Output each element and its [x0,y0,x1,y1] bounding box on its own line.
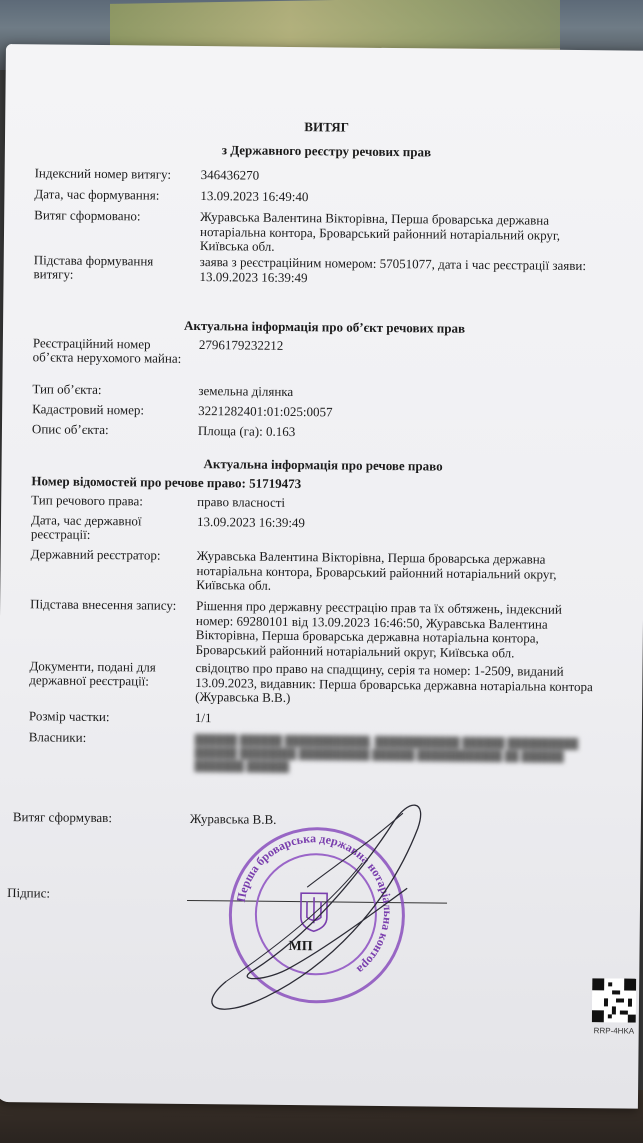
share-size-value: 1/1 [194,710,212,726]
extract-page [0,44,643,1109]
document-title: ВИТЯГ [304,119,350,135]
formed-by-value: Журавська Валентина Вікторівна, Перша броварська державна нотаріальна контора, Броварський районний нотаріальний округ, Київська обл. [199,209,561,254]
stamp-ring-caption: Перша броварська державна нотаріальна контора [233,831,395,977]
document-subtitle: з Державного реєстру речових прав [221,142,432,160]
registrar-label: Державний реєстратор: [30,546,161,563]
entry-basis-label: Підстава внесення запису: [30,596,177,613]
documents-value: свідоцтво про право на спадщину, серія та номер: 1-2509, виданий 13.09.2023, видавник: Перша броварська державна нотаріальна контора (Журавська В.В.) [195,660,593,706]
registration-datetime-label: Дата, час державної реєстрації: [30,512,142,542]
qr-code [592,978,636,1022]
record-number: Номер відомостей про речове право: 51719473 [31,473,302,492]
basis-value: заява з реєстраційним номером: 57051077, дата і час реєстрації заяви: 13.09.2023 16:39:49 [199,254,587,285]
section-right-title: Актуальна інформація про речове право [203,456,443,474]
section-object-title: Актуальна інформація про об’єкт речових прав [184,317,466,336]
registrar-value: Журавська Валентина Вікторівна, Перша броварська державна нотаріальна контора, Броварський районний нотаріальний округ, Київська обл. [196,548,557,593]
formed-datetime-value: 13.09.2023 16:49:40 [200,188,309,205]
entry-basis-value: Рішення про державну реєстрацію прав та їх обтяжень, індексний номер: 69280101 від 13.09.2023 16:46:50, Журавська Валентина Вікторівна, Перша броварська державна нотаріальна контора, Броварський районний нотаріальний округ, Київська обл. [195,598,562,660]
formed-by-footer-label: Витяг сформував: [12,809,113,826]
stamp-mp-label: МП [288,939,313,955]
formed-datetime-label: Дата, час формування: [34,186,160,203]
right-type-value: право власності [197,494,286,510]
formed-by-footer-value: Журавська В.В. [189,810,277,827]
right-type-label: Тип речового права: [31,492,143,509]
handwritten-signature [156,766,459,1039]
object-type-value: земельна ділянка [198,383,294,400]
footer-code: RRP-4HKA [593,1026,635,1036]
object-description-label: Опис об’єкта: [31,421,109,438]
owners-redacted: ██████ ██████ ████████████, ████████████ ██████ ██████████ ██████ ████████ ██████████ ██████ ████████████ ██ ██████ ███████ ██████ [194,735,579,774]
registration-datetime-value: 13.09.2023 16:39:49 [196,514,306,531]
index-number-value: 346436270 [200,167,260,183]
formed-by-label: Витяг сформовано: [34,207,141,224]
object-regnum-value: 2796179232212 [198,337,284,353]
signature-label: Підпис: [7,885,51,901]
basis-label: Підстава формування витягу: [33,252,154,282]
share-size-label: Розмір частки: [28,708,110,725]
documents-label: Документи, подані для державної реєстрації: [29,658,156,689]
owners-label: Власники: [28,729,87,745]
object-description-value: Площа (га): 0.163 [197,423,296,440]
cadastral-label: Кадастровий номер: [32,401,145,418]
object-type-label: Тип об’єкта: [32,381,102,398]
cadastral-value: 3221282401:01:025:0057 [198,403,333,420]
object-regnum-label: Реєстраційний номер об’єкта нерухомого майна: [32,335,182,366]
index-number-label: Індексний номер витягу: [34,165,172,182]
